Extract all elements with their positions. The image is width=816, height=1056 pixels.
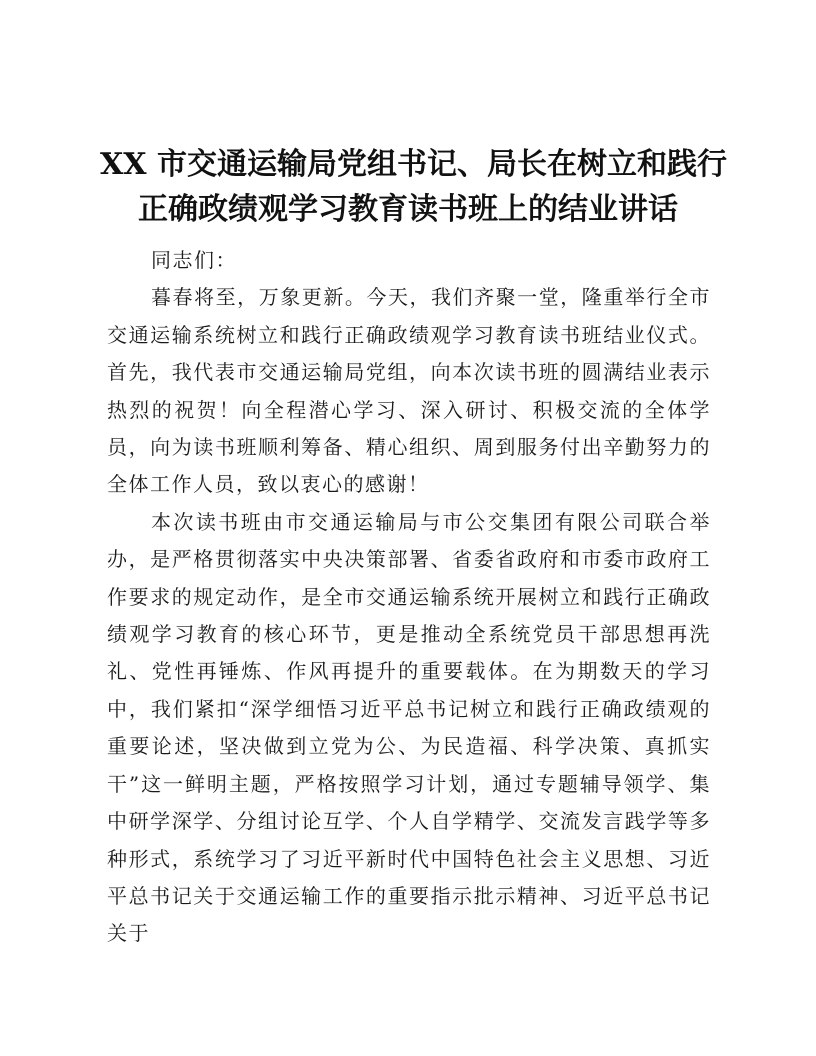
- document-title-line-1: XX 市交通运输局党组书记、局长在树立和践行: [100, 147, 727, 182]
- document-title-line-2: 正确政绩观学习教育读书班上的结业讲话: [138, 192, 678, 227]
- document-body: [107, 242, 711, 953]
- body-paragraph: 暮春将至，万象更新。今天，我们齐聚一堂，隆重举行全市交通运输系统树立和践行正确政绩观学习教育读书班结业仪式。首先，我代表市交通运输局党组，向本次读书班的圆满结业表示热烈的祝贺！向全程潜心学习、深入研讨、积极交流的全体学员，向为读书班顺利筹备、精心组织、周到服务付出辛勤努力的全体工作人员，致以衷心的感谢！: [107, 285, 711, 497]
- body-paragraph: 本次读书班由市交通运输局与市公交集团有限公司联合举办，是严格贯彻落实中央决策部署、省委省政府和市委市政府工作要求的规定动作，是全市交通运输系统开展树立和践行正确政绩观学习教育的核心环节，更是推动全系统党员干部思想再洗礼、党性再锤炼、作风再提升的重要载体。在为期数天的学习中，我们紧扣“深学细悟习近平总书记树立和践行正确政绩观的重要论述，坚决做到立党为公、为民造福、科学决策、真抓实干”这一鲜明主题，严格按照学习计划，通过专题辅导领学、集中研学深学、分组讨论互学、个人自学精学、交流发言践学等多种形式，系统学习了习近平新时代中国特色社会主义思想、习近平总书记关于交通运输工作的重要指示批示精神、习近平总书记关于: [107, 509, 711, 946]
- salutation-paragraph: 同志们：: [151, 248, 237, 272]
